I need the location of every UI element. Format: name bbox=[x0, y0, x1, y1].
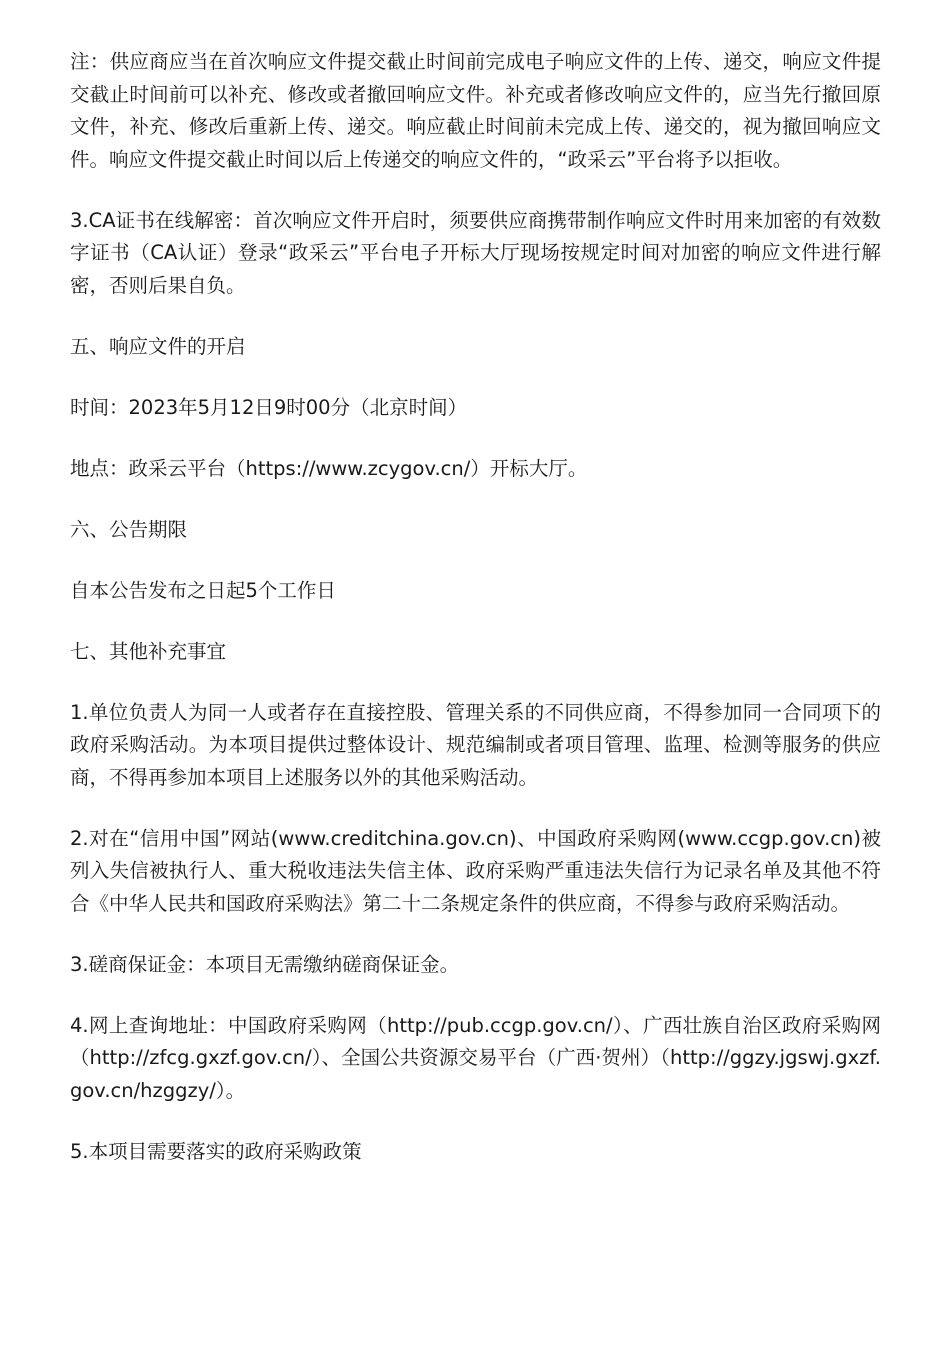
ca-decrypt-paragraph: 3.CA证书在线解密：首次响应文件开启时，须要供应商携带制作响应文件时用来加密的有效数字证书（CA认证）登录“政采云”平台电子开标大厅现场按规定时间对加密的响应文件进行解密，否则后果自负。 bbox=[70, 208, 881, 297]
open-time-line: 时间：2023年5月12日9时00分（北京时间） bbox=[70, 395, 468, 419]
item-1-paragraph: 1.单位负责人为同一人或者存在直接控股、管理关系的不同供应商，不得参加同一合同项下的政府采购活动。为本项目提供过整体设计、规范编制或者项目管理、监理、检测等服务的供应商，不得再参加本项目上述服务以外的其他采购活动。 bbox=[70, 700, 881, 789]
document-body bbox=[70, 46, 881, 1168]
item-3-paragraph: 3.磋商保证金：本项目无需缴纳磋商保证金。 bbox=[70, 952, 460, 976]
section-5-heading: 五、响应文件的开启 bbox=[70, 334, 246, 358]
open-location-line: 地点：政采云平台（https://www.zcygov.cn/）开标大厅。 bbox=[70, 456, 588, 480]
section-7-heading: 七、其他补充事宜 bbox=[70, 639, 227, 663]
item-4-paragraph: 4.网上查询地址：中国政府采购网（http://pub.ccgp.gov.cn/）、广西壮族自治区政府采购网（http://zfcg.gxzf.gov.cn/）、全国公共资源交易平台（广西·贺州）（http://ggzy.jgswj.gxzf.gov.cn/hzggzy/）。 bbox=[70, 1013, 881, 1102]
section-6-heading: 六、公告期限 bbox=[70, 517, 188, 541]
item-5-paragraph: 5.本项目需要落实的政府采购政策 bbox=[70, 1139, 362, 1163]
item-2-paragraph: 2.对在“信用中国”网站(www.creditchina.gov.cn)、中国政府采购网(www.ccgp.gov.cn)被列入失信被执行人、重大税收违法失信主体、政府采购严重违法失信行为记录名单及其他不符合《中华人民共和国政府采购法》第二十二条规定条件的供应商，不得参与政府采购活动。 bbox=[70, 826, 881, 915]
note-paragraph: 注：供应商应当在首次响应文件提交截止时间前完成电子响应文件的上传、递交，响应文件提交截止时间前可以补充、修改或者撤回响应文件。补充或者修改响应文件的，应当先行撤回原文件，补充、修改后重新上传、递交。响应截止时间前未完成上传、递交的，视为撤回响应文件。响应文件提交截止时间以后上传递交的响应文件的，“政采云”平台将予以拒收。 bbox=[70, 50, 881, 171]
notice-period-line: 自本公告发布之日起5个工作日 bbox=[70, 578, 336, 602]
